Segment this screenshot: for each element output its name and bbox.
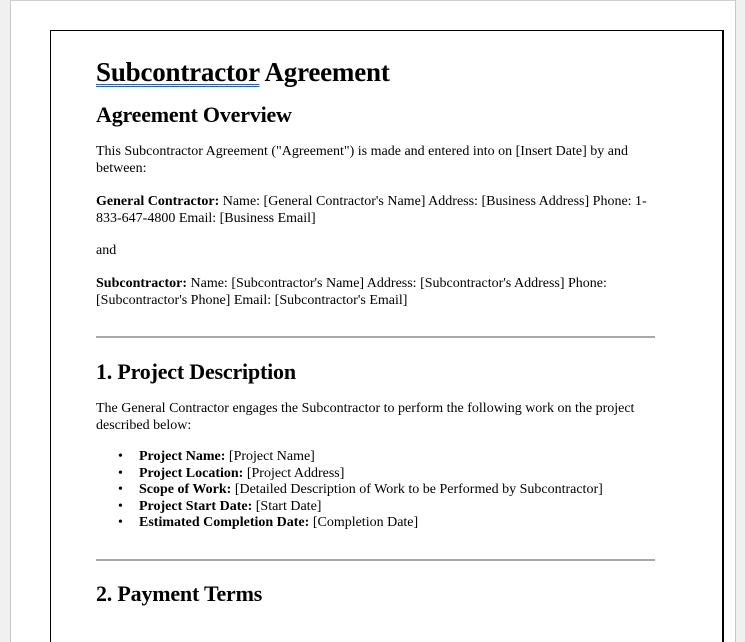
list-item-value: [Start Date] [252,498,322,514]
section-divider [96,336,655,338]
bullet-icon: • [118,449,123,464]
document-title [96,56,656,88]
bullet-icon: • [118,482,123,497]
project-description-intro: The General Contractor engages the Subcontractor to perform the following work on the project described below: [96,401,635,433]
project-details-list [96,449,656,532]
subcontractor-details: Name: [Subcontractor's Name] Address: [Subcontractor's Address] Phone: [Subcontractor's Phone] Email: [Subcontractor's Email] [96,276,607,308]
payment-terms-heading: 2. Payment Terms [96,580,263,606]
bullet-icon: • [118,498,123,514]
list-item [118,449,656,466]
list-item-label: Project Start Date: [139,498,253,514]
list-item-label: Scope of Work: [139,482,232,497]
bullet-icon: • [118,465,123,481]
list-item [118,465,656,483]
list-item-label: Estimated Completion Date: [139,515,310,530]
list-item-value: [Detailed Description of Work to be Performed by Subcontractor] [231,482,603,497]
list-item [118,515,656,532]
document-content [96,56,656,607]
project-description-heading: 1. Project Description [96,359,296,384]
list-item-value: [Project Name] [225,449,315,464]
and-text: and [96,243,117,258]
overview-heading: Agreement Overview [96,102,292,127]
list-item [118,482,656,499]
subcontractor-label: Subcontractor: [96,276,187,291]
spellcheck-flagged-word[interactable]: Subcontractor [96,57,260,87]
list-item-value: [Completion Date] [309,515,419,530]
section-divider [96,559,655,561]
bullet-icon: • [118,515,123,530]
document-title-rest: Agreement [259,57,390,87]
list-item-label: Project Name: [139,449,226,464]
list-item-label: Project Location: [139,465,244,481]
overview-intro: This Subcontractor Agreement ("Agreement") is made and entered into on [Insert Date] by and between: [96,144,628,176]
list-item-value: [Project Address] [243,465,345,481]
subcontractor-paragraph [96,275,656,309]
list-item [118,498,656,516]
general-contractor-label: General Contractor: [96,194,220,209]
general-contractor-paragraph [96,193,656,227]
general-contractor-details: Name: [General Contractor's Name] Address: [Business Address] Phone: 1-833-647-4800 Email: [Business Email] [96,194,647,226]
